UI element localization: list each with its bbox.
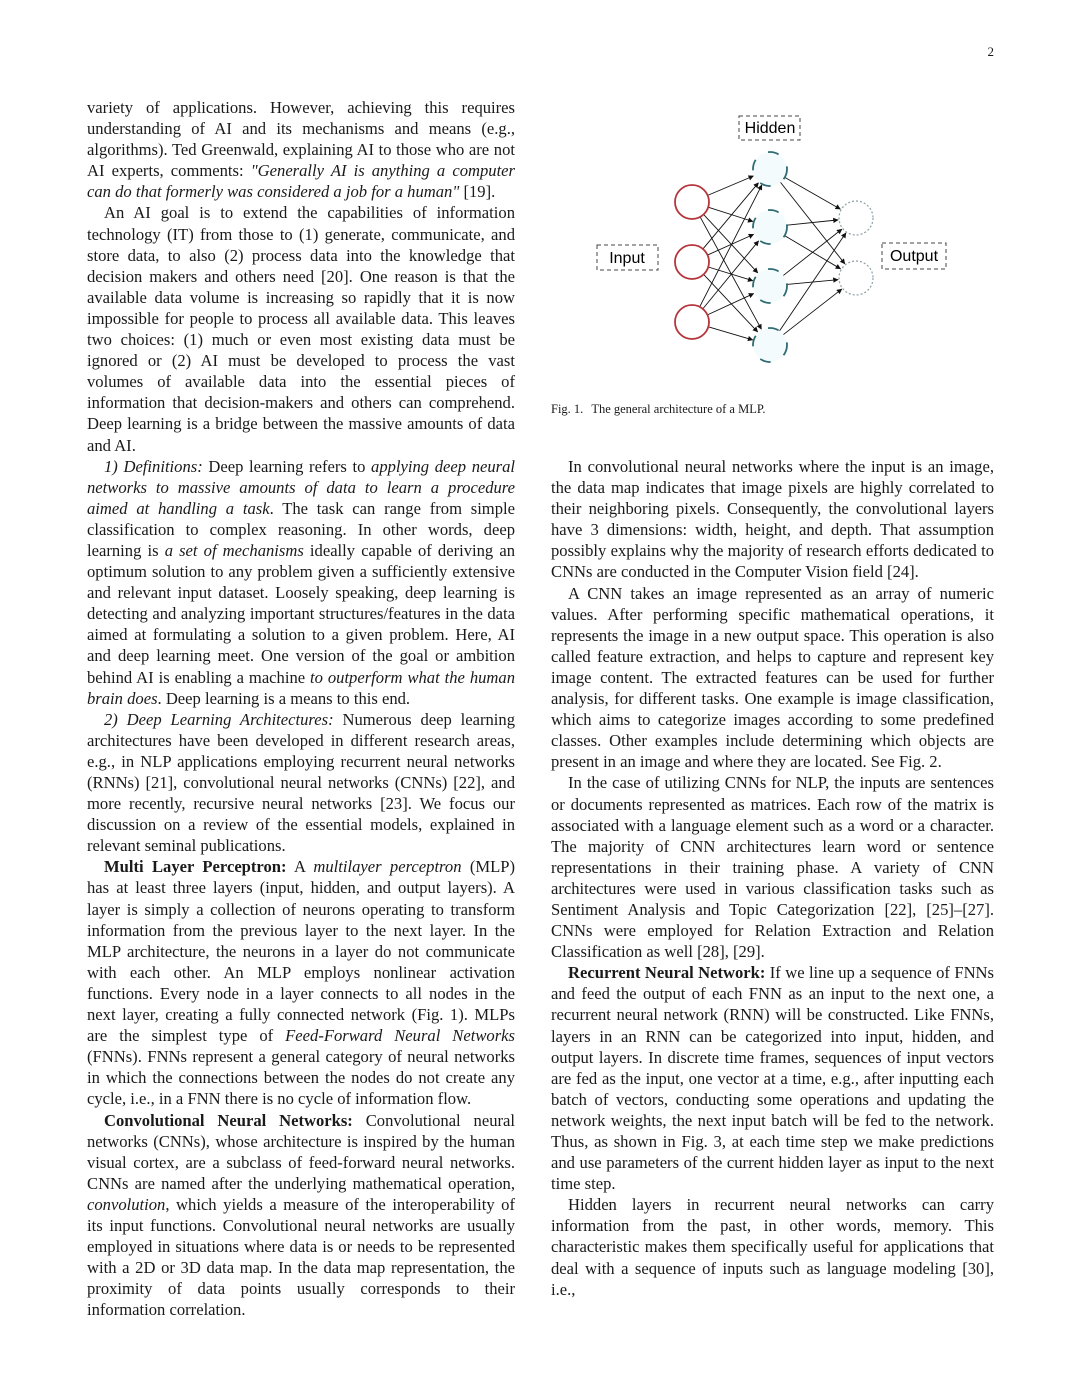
text: variety of applications. However, achieving this requires understanding of AI and its mechanisms and means (e.g., algorithms). Ted Greenwald, explaining AI to those who are not AI experts, comments:	[87, 98, 515, 181]
paragraph-ai-intro	[87, 97, 515, 202]
text: A	[286, 857, 314, 877]
input-neuron	[675, 245, 709, 279]
edge	[780, 233, 846, 331]
page-number: 2	[987, 44, 994, 59]
text: Numerous deep learning architectures have been developed in different research areas, e.g., in NLP applications employing recurrent neural networks (RNNs) [21], convolutional neural networks (CNNs) [22], and more recently, recursive neural networks [23]. We focus our discussion on a review of the essential models, explained in relevant seminal publications.	[87, 709, 515, 856]
quote: "Generally AI is anything a computer can do that formerly was considered a job for a human"	[87, 161, 515, 202]
text: ideally capable of deriving an optimum solution to any problem given a sufficiently extensive and relevant input dataset. Loosely speaking, deep learning is detecting and analyzing important structures/features in the data aimed at formulating a solution to a given problem. Here, AI and deep learning meet. One version of the goal or ambition behind AI is enabling a machine	[87, 540, 515, 687]
paragraph-ai-goal: An AI goal is to extend the capabilities of information technology (IT) from those to (1) generate, communicate, and store data, to also (2) process data into the knowledge that decision makers and others need [20]. One reason is that the available data volume is increasing so rapidly that it is now impossible for people to process all available data. This leaves two choices: (1) much or even most existing data must be ignored or (2) AI must be developed to process the vast volumes of available data into the essential pieces of information that decision-makers and others can comprehend. Deep learning is a bridge between the massive amounts of data and AI.	[87, 203, 515, 455]
edge	[703, 241, 759, 309]
output-neuron	[839, 201, 873, 235]
emphasis: to outperform what the human brain does	[87, 667, 515, 708]
paragraph-cnn	[87, 1110, 515, 1321]
paragraph-rnn-memory: Hidden layers in recurrent neural networks can carry information from the past, in other words, memory. This characteristic makes them specifically useful for applications that deal with a sequence of inputs such as language modeling [30], i.e.,	[551, 1195, 994, 1299]
right-column	[551, 456, 994, 1300]
heading-mlp: Multi Layer Perceptron:	[104, 857, 287, 877]
label-output: Output	[889, 248, 939, 265]
edge	[781, 182, 845, 264]
text: . The task can range from simple classification to complex reasoning. In other words, deep learning is	[87, 498, 515, 560]
output-neuron	[839, 261, 873, 295]
section-heading-architectures: 2) Deep Learning Architectures:	[104, 709, 334, 729]
label-output-box	[882, 243, 946, 269]
text: Deep learning refers to	[202, 456, 372, 476]
edge	[708, 267, 753, 281]
text: (FNNs). FNNs represent a general category of neural networks in which the connections between the nodes do not create any cycle, i.e., in a FNN there is no cycle of information flow.	[87, 1047, 515, 1109]
emphasis: multilayer perceptron	[313, 857, 462, 877]
edge	[787, 220, 838, 225]
heading-rnn: Recurrent Neural Network:	[568, 963, 766, 983]
edges	[700, 176, 846, 340]
caption-text: The general architecture of a MLP.	[591, 402, 766, 416]
paragraph-mlp	[87, 856, 515, 1109]
caption-label: Fig. 1.	[551, 402, 584, 416]
emphasis: applying deep neural networks to massive amounts of data to learn a procedure aimed at handling a task	[87, 456, 516, 518]
edge	[708, 176, 754, 195]
label-hidden: Hidden	[744, 120, 796, 137]
hidden-neuron	[753, 269, 787, 303]
paragraph-architectures	[87, 709, 515, 857]
label-input: Input	[609, 250, 645, 267]
hidden-neuron	[753, 210, 787, 244]
emphasis: Feed-Forward Neural Networks	[285, 1026, 515, 1046]
edge	[707, 294, 753, 315]
figure-caption	[551, 402, 766, 417]
hidden-neuron	[753, 152, 787, 186]
text: [19].	[459, 182, 496, 202]
emphasis: a set of mechanisms	[164, 540, 304, 560]
mlp-figure	[580, 100, 980, 380]
label-hidden-box	[739, 116, 800, 140]
paragraph-rnn	[551, 962, 994, 1194]
edge	[708, 327, 752, 340]
text: (MLP) has at least three layers (input, hidden, and output layers). A layer is simply a collection of neurons operating to transform information from the previous layer to the next layer. In the MLP architecture, the neurons in a layer do not communicate with each other. An MLP employs nonlinear activation functions. Every node in a layer connects to all nodes in the next layer, creating a fully connected network (Fig. 1). MLPs are the simplest type of	[87, 857, 515, 1046]
edge	[785, 177, 841, 209]
edge	[708, 234, 754, 255]
edge	[708, 207, 753, 221]
paragraph-definitions	[87, 456, 515, 709]
nodes	[675, 152, 873, 362]
paragraph-cnn-features: A CNN takes an image represented as an array of numeric values. After performing specific mathematical operations, it represents the image in a new output space. This operation is also called feature extraction, and helps to capture and represent key image content. The extracted features can be used for further analysis, for different tasks. One example is image classification, which aims to categorize images according to some predefined classes. Other examples include determining which objects are present in an image and where they are located. See Fig. 2.	[551, 583, 994, 772]
emphasis: convolution	[87, 1194, 166, 1214]
text: Convolutional neural networks (CNNs), whose architecture is inspired by the human visual cortex, are a subclass of feed-forward neural networks. CNNs are named after the underlying mathematical operation,	[87, 1110, 515, 1193]
left-column	[87, 97, 515, 1320]
edge	[703, 183, 759, 249]
text: . Deep learning is a means to this end.	[157, 688, 411, 708]
hidden-neuron	[753, 328, 787, 362]
input-neuron	[675, 185, 709, 219]
edge	[700, 217, 761, 329]
paragraph-cnn-nlp: In the case of utilizing CNNs for NLP, the inputs are sentences or documents represented as matrices. Each row of the matrix is associated with a language element such as a word or a character. The majority of CNN architectures learn word or sentence representations in their training phase. A variety of CNN architectures were used in various classification tasks such as Sentiment Analysis and Topic Categorization [22], [25]–[27]. CNNs were employed for Relation Extraction and Relation Classification as well [28], [29].	[551, 773, 994, 962]
section-heading-definitions: 1) Definitions:	[104, 456, 203, 476]
text: , which yields a measure of the interoperability of its input functions. Convolutional neural networks are usually employed in situations where data is or needs to be represented with a 2D or 3D data map. In the data map representation, the proximity of data points usually corresponds to their information correlation.	[87, 1194, 515, 1320]
label-input-box	[597, 245, 658, 270]
input-neuron	[675, 305, 709, 339]
heading-cnn: Convolutional Neural Networks:	[104, 1110, 353, 1130]
text: If we line up a sequence of FNNs and feed the output of each FNN as an input to the next one, a recurrent neural network (RNN) will be constructed. Like FNNs, layers in an RNN can be categorized into input, hidden, and output layers. In discrete time frames, sequences of input vectors are fed as the input, one vector at a time, e.g., after inputting each batch of vectors, conducting some operations and updating the network weights, the next input batch will be fed to the network. Thus, as shown in Fig. 3, at each time step we make predictions and use parameters of the current hidden layer as input to the next time step.	[551, 963, 994, 1194]
edge	[704, 214, 758, 272]
paragraph-cnn-images: In convolutional neural networks where the input is an image, the data map indicates that image pixels are highly correlated to their neighboring pixels. Consequently, the convolutional layers have 3 dimensions: width, height, and depth. That assumption possibly explains why the majority of research efforts dedicated to CNNs are conducted in the Computer Vision field [24].	[551, 457, 994, 582]
